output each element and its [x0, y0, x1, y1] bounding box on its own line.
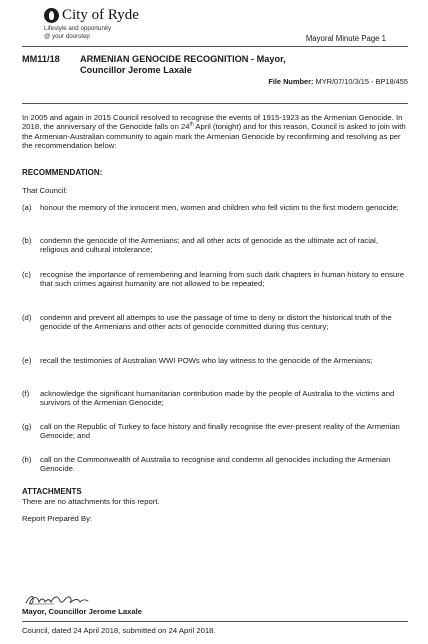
intro-text-end: April (tonight) and for this reason, Council is asked to join with the Armenian-Australian community to again mark the Armenian Genocide by reconfirming and resolving as per the recommendation below:	[22, 122, 406, 151]
recommendation-item	[22, 203, 408, 212]
page-footer: Council, dated 24 April 2018, submitted on 24 April 2018.	[22, 626, 216, 635]
item-text: honour the memory of the innocent men, women and children who fell victim to the first modern genocide;	[40, 203, 399, 212]
item-letter: (g)	[22, 422, 32, 431]
item-letter: (d)	[22, 313, 32, 322]
recommendation-heading: RECOMMENDATION:	[22, 168, 103, 177]
item-text: call on the Commonwealth of Australia to recognise and condemn all genocides including the Armenian Genocide.	[40, 455, 391, 474]
item-letter: (b)	[22, 236, 32, 245]
item-letter: (a)	[22, 203, 32, 212]
item-letter: (e)	[22, 356, 32, 365]
item-text: condemn and prevent all attempts to use the passage of time to deny or distort the historical truth of the genocide of the Armenians and other acts of genocide committed during this century;	[40, 313, 392, 332]
recommendation-item	[22, 270, 408, 289]
file-number-label: File Number:	[268, 77, 314, 86]
footer-divider	[22, 621, 408, 622]
page-label: Mayoral Minute Page 1	[305, 34, 386, 43]
minute-title	[22, 54, 408, 76]
minute-title-line-2: Councillor Jerome Laxale	[80, 65, 192, 75]
recommendation-lead: That Council:	[22, 186, 68, 195]
recommendation-item	[22, 455, 408, 474]
org-name: City of Ryde	[62, 7, 139, 23]
recommendation-item	[22, 422, 408, 441]
tagline-line-1: Lifestyle and opportunity	[44, 25, 112, 32]
minute-title-block	[22, 54, 408, 86]
intro-paragraph	[22, 113, 408, 151]
file-number-value: MYR/07/10/3/15 - BP18/455	[315, 77, 408, 86]
attachments-heading: ATTACHMENTS	[22, 487, 82, 496]
tagline-line-2: @ your doorstep	[44, 32, 90, 40]
recommendation-item	[22, 389, 408, 408]
item-letter: (c)	[22, 270, 31, 279]
intro-superscript: th	[189, 121, 194, 128]
city-emblem-icon	[44, 8, 59, 23]
minute-ref: MM11/18	[22, 54, 60, 64]
signatory-name: Mayor, Councillor Jerome Laxale	[22, 607, 143, 616]
file-number	[22, 77, 408, 86]
signature-image	[24, 592, 94, 608]
recommendation-item	[22, 236, 408, 255]
header-divider	[22, 46, 408, 47]
title-divider	[22, 103, 408, 104]
recommendation-item	[22, 356, 408, 365]
item-text: call on the Republic of Turkey to face history and finally recognise the ever-present reality of the Armenian Genocide; and	[40, 422, 400, 441]
item-text: acknowledge the significant humanitarian contribution made by the people of Australia to the victims and survivors of the Armenian Genocide;	[40, 389, 395, 408]
attachments-text: There are no attachments for this report.	[22, 497, 160, 506]
item-text: recall the testimonies of Australian WWI POWs who lay witness to the genocide of the Armenians;	[40, 356, 373, 365]
recommendation-item	[22, 313, 408, 332]
intro-text-start: In 2005 and again in 2015 Council resolved to recognise the events of 1915-1923 as the Armenian Genocide. In 2018, the anniversary of the Genocide falls on 24	[22, 113, 403, 132]
page-header	[22, 0, 408, 44]
tagline	[44, 25, 111, 40]
item-text: recognise the importance of remembering and learning from such dark chapters in human history to ensure that such crimes against humanity are not allowed to be repeated;	[40, 270, 405, 289]
item-letter: (h)	[22, 455, 32, 464]
city-logo	[44, 7, 139, 23]
minute-title-text	[80, 54, 286, 76]
item-text: condemn the genocide of the Armenians; and all other acts of genocide as the ultimate act of racial, religious and cultural intolerance;	[40, 236, 379, 255]
item-letter: (f)	[22, 389, 30, 398]
minute-title-line-1: ARMENIAN GENOCIDE RECOGNITION - Mayor,	[80, 54, 286, 64]
report-prepared-label: Report Prepared By:	[22, 514, 93, 523]
